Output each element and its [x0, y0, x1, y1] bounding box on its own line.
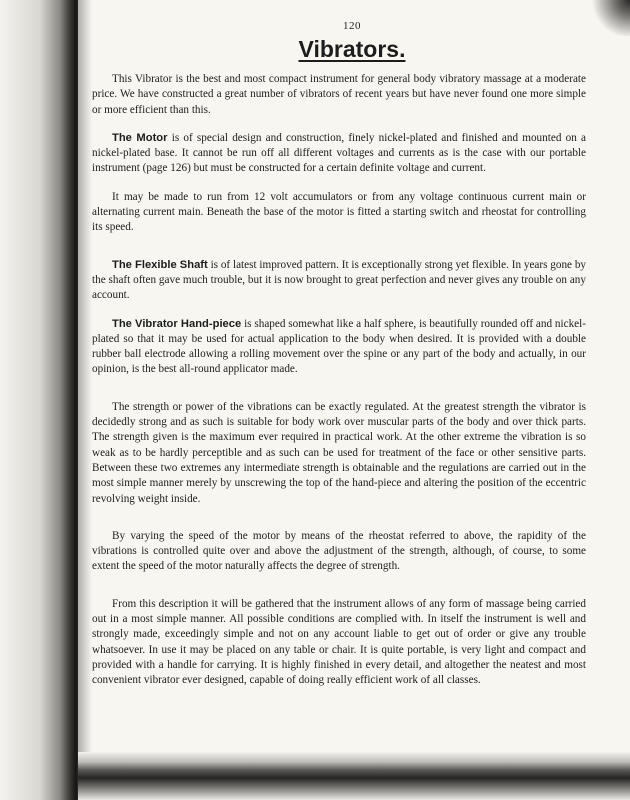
paragraph-text: By varying the speed of the motor by means of the rheostat referred to above, the rapidity of the vibrations is controlled quite over and above the adjustment of the strength, although, of course, to some extent the speed of the motor naturally affects the degree of strength. [92, 529, 586, 573]
body-text [92, 72, 586, 702]
paragraph-lead: The Vibrator Hand-piece [112, 317, 242, 330]
document-page [92, 0, 612, 752]
paragraph-text: It may be made to run from 12 volt accumulators or from any voltage continuous current main or alternating current main. Beneath the base of the motor is fitted a starting switch and rheostat for controlling its speed. [92, 190, 586, 234]
paragraph-text: This Vibrator is the best and most compact instrument for general body vibratory massage at a moderate price. We have constructed a great number of vibrators of recent years but have never found one more simple or more efficient than this. [92, 73, 586, 116]
paragraph-text: is shaped somewhat like a half sphere, is beautifully rounded off and nickel-plated so that it may be used for actual application to the body when desired. It is provided with a double rubber ball electrode allowing a rolling movement over the spine or any part of the body and actually, in our opinion, is the best all-round applicator made. [92, 317, 586, 376]
paragraph-speed [92, 529, 586, 575]
page-title: Vibrators. [298, 36, 406, 62]
paragraph-motor [92, 131, 586, 177]
paragraph-lead: The Flexible Shaft [112, 258, 208, 271]
paragraph-lead: The Motor [112, 131, 168, 144]
book-binding-shadow [0, 0, 78, 800]
gutter-shadow [78, 0, 92, 800]
paragraph-text: is of special design and construction, finely nickel-plated and finished and mounted on a nickel-plated base. It cannot be run off all different voltages and currents as is the case with our portable instrument (page 126) but must be constructed for a certain definite voltage and current. [92, 131, 586, 175]
paragraph-flexible-shaft [92, 258, 586, 304]
paragraph-text: is of latest improved pattern. It is exceptionally strong yet flexible. In years gone by the shaft often gave much trouble, but it is now brought to great perfection and never gives any trouble on any account. [92, 258, 587, 302]
page-bottom-edge [78, 752, 630, 800]
paragraph-power-source [92, 190, 586, 236]
paragraph-intro [92, 72, 586, 118]
paragraph-hand-piece [92, 317, 586, 378]
page-number: 120 [343, 20, 361, 32]
paragraph-text: From this description it will be gathered that the instrument allows of any form of massage being carried out in a most simple manner. All possible conditions are complied with. In itself the instrument is well and strongly made, exceedingly simple and not on any account liable to get out of order or give any trouble whatsoever. In use it may be placed on any table or chair. It is quite portable, is very light and compact and provided with a handle for carrying. It is highly finished in every detail, and altogether the neatest and most convenient vibrator ever designed, capable of doing really efficient work of all classes. [92, 597, 586, 687]
paragraph-summary [92, 597, 586, 689]
paragraph-strength [92, 400, 586, 507]
paragraph-text: The strength or power of the vibrations can be exactly regulated. At the greatest strength the vibrator is decidedly strong and as such is suitable for body work over muscular parts of the body and over thick parts. The strength given is the maximum ever required in practical work. At the other extreme the vibration is so weak as to be hardly perceptible and as such can be used for treatment of the face or other sensitive parts. Between these two extremes any intermediate strength is obtainable and the regulations are carried out in the most simple manner merely by unscrewing the top of the hand-piece and altering the position of the eccentric revolving weight inside. [92, 400, 586, 505]
